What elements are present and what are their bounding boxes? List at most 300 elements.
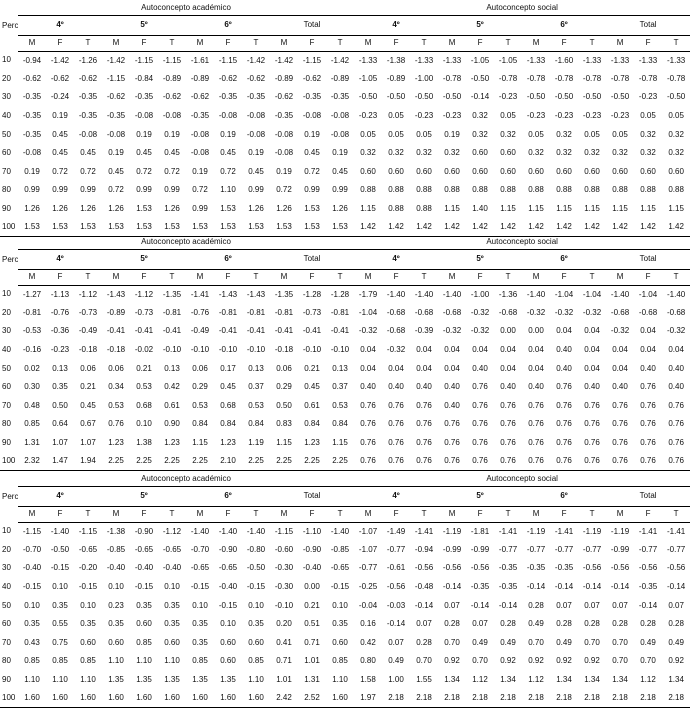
value-cell: 0.45: [80, 148, 96, 158]
value-cell: -0.89: [162, 73, 182, 83]
grade-header: Total: [270, 15, 354, 35]
value-cell: 0.60: [500, 166, 516, 176]
perc-cell: 10: [2, 526, 11, 536]
value-cell: -0.90: [134, 526, 154, 536]
value-cell: 0.10: [332, 600, 348, 610]
value-cell: 0.35: [248, 619, 264, 629]
value-cell: 1.15: [612, 204, 628, 214]
value-cell: 0.76: [472, 438, 488, 448]
value-cell: 1.55: [416, 675, 432, 685]
perc-cell: 60: [2, 382, 11, 392]
value-cell: 0.83: [276, 419, 292, 429]
value-cell: 0.92: [668, 656, 684, 666]
value-cell: -1.28: [330, 289, 350, 299]
value-cell: -0.35: [246, 92, 266, 102]
value-cell: -0.35: [274, 111, 294, 121]
value-cell: 0.71: [276, 656, 292, 666]
value-cell: 0.40: [668, 382, 684, 392]
value-cell: -1.40: [526, 289, 546, 299]
value-cell: 0.13: [164, 363, 180, 373]
value-cell: 1.01: [304, 656, 320, 666]
value-cell: -0.08: [330, 111, 350, 121]
value-cell: 0.04: [416, 363, 432, 373]
value-cell: 0.88: [388, 185, 404, 195]
value-cell: -0.40: [22, 563, 42, 573]
value-cell: 0.04: [668, 345, 684, 355]
value-cell: 2.10: [214, 452, 242, 471]
value-cell: -1.04: [358, 307, 378, 317]
percentile-table: [0, 1, 690, 237]
value-cell: 0.67: [80, 419, 96, 429]
value-cell: 0.06: [80, 363, 96, 373]
value-cell: 0.45: [304, 382, 320, 392]
value-cell: -1.33: [610, 55, 630, 65]
value-cell: 1.60: [46, 689, 74, 708]
value-cell: -0.40: [302, 563, 322, 573]
value-cell: 0.60: [332, 637, 348, 647]
value-cell: 0.05: [640, 111, 656, 121]
value-cell: 1.58: [360, 675, 376, 685]
value-cell: -0.78: [442, 73, 462, 83]
value-cell: 0.40: [556, 345, 572, 355]
value-cell: 1.26: [24, 204, 40, 214]
value-cell: 0.99: [24, 185, 40, 195]
sex-header: M: [606, 269, 634, 285]
grade-header: 6º: [186, 15, 270, 35]
value-cell: -0.78: [667, 73, 686, 83]
value-cell: 0.60: [584, 166, 600, 176]
value-cell: -0.32: [667, 326, 686, 336]
percentile-table: [0, 472, 690, 708]
value-cell: -0.50: [667, 92, 686, 102]
value-cell: 1.42: [550, 218, 578, 237]
value-cell: 0.92: [556, 656, 572, 666]
grade-header: 4º: [354, 15, 438, 35]
value-cell: -0.35: [22, 111, 42, 121]
value-cell: -1.13: [50, 289, 70, 299]
value-cell: 0.70: [416, 656, 432, 666]
value-cell: 0.35: [108, 619, 124, 629]
value-cell: 0.60: [388, 166, 404, 176]
value-cell: -0.62: [190, 92, 210, 102]
value-cell: -0.68: [386, 307, 406, 317]
value-cell: 0.60: [360, 166, 376, 176]
value-cell: 0.40: [360, 382, 376, 392]
table-row: [0, 200, 690, 219]
value-cell: -0.77: [554, 544, 574, 554]
value-cell: 0.32: [612, 148, 628, 158]
value-cell: 0.60: [444, 166, 460, 176]
sex-header: T: [578, 506, 606, 522]
value-cell: 0.23: [108, 600, 124, 610]
value-cell: 0.76: [416, 400, 432, 410]
value-cell: -1.40: [442, 289, 462, 299]
value-cell: 0.99: [136, 185, 152, 195]
value-cell: 0.40: [528, 382, 544, 392]
value-cell: 1.60: [18, 689, 46, 708]
sex-header: M: [354, 506, 382, 522]
value-cell: 2.25: [326, 452, 354, 471]
value-cell: -1.81: [470, 526, 490, 536]
value-cell: -0.78: [554, 73, 574, 83]
value-cell: -0.89: [386, 73, 406, 83]
value-cell: -0.40: [106, 563, 126, 573]
value-cell: -0.08: [162, 111, 182, 121]
value-cell: 0.13: [52, 363, 68, 373]
value-cell: 0.76: [472, 400, 488, 410]
value-cell: -0.32: [554, 307, 574, 317]
sex-header: F: [214, 269, 242, 285]
value-cell: -1.27: [22, 289, 42, 299]
value-cell: 0.32: [640, 148, 656, 158]
value-cell: 0.07: [472, 619, 488, 629]
value-cell: 0.72: [276, 185, 292, 195]
value-cell: 0.42: [360, 637, 376, 647]
value-cell: 0.05: [528, 129, 544, 139]
sex-header: M: [102, 35, 130, 51]
value-cell: 2.18: [382, 689, 410, 708]
value-cell: -0.14: [582, 582, 602, 592]
table-row: [0, 596, 690, 615]
sex-header: M: [606, 506, 634, 522]
value-cell: 1.10: [248, 675, 264, 685]
value-cell: -0.24: [50, 92, 70, 102]
value-cell: -0.62: [162, 92, 182, 102]
sex-header: M: [270, 506, 298, 522]
value-cell: 1.10: [136, 656, 152, 666]
value-cell: 0.88: [668, 185, 684, 195]
value-cell: -0.23: [414, 111, 434, 121]
value-cell: -0.32: [526, 307, 546, 317]
value-cell: 0.76: [556, 382, 572, 392]
value-cell: -0.35: [554, 563, 574, 573]
value-cell: 0.04: [640, 345, 656, 355]
value-cell: -1.19: [582, 526, 602, 536]
value-cell: 1.42: [522, 218, 550, 237]
value-cell: 1.34: [668, 675, 684, 685]
value-cell: 0.32: [416, 148, 432, 158]
value-cell: 0.05: [388, 111, 404, 121]
value-cell: -0.08: [246, 111, 266, 121]
value-cell: -1.42: [330, 55, 350, 65]
sex-header: F: [634, 269, 662, 285]
value-cell: 0.19: [276, 166, 292, 176]
sex-header: T: [494, 506, 522, 522]
value-cell: 1.94: [74, 452, 102, 471]
value-cell: 0.88: [556, 185, 572, 195]
value-cell: -0.15: [246, 582, 266, 592]
value-cell: -1.43: [106, 289, 126, 299]
perc-cell: 90: [2, 204, 11, 214]
value-cell: 2.18: [606, 689, 634, 708]
value-cell: -0.48: [414, 582, 434, 592]
value-cell: 0.76: [500, 400, 516, 410]
value-cell: -0.08: [274, 129, 294, 139]
value-cell: 1.15: [192, 438, 208, 448]
value-cell: -1.41: [414, 526, 434, 536]
value-cell: -0.04: [358, 600, 378, 610]
value-cell: 0.00: [528, 326, 544, 336]
value-cell: 0.28: [612, 619, 628, 629]
value-cell: -0.10: [162, 345, 182, 355]
value-cell: -1.19: [442, 526, 462, 536]
sex-header: M: [102, 506, 130, 522]
value-cell: 0.99: [304, 185, 320, 195]
value-cell: -1.10: [302, 526, 322, 536]
value-cell: 0.60: [612, 166, 628, 176]
perc-cell: 100: [0, 452, 18, 471]
value-cell: -1.40: [386, 289, 406, 299]
value-cell: -1.15: [218, 55, 238, 65]
value-cell: -1.41: [498, 526, 518, 536]
value-cell: 2.25: [186, 452, 214, 471]
value-cell: 0.76: [528, 438, 544, 448]
value-cell: -0.35: [498, 582, 518, 592]
value-cell: 0.88: [416, 185, 432, 195]
value-cell: -0.50: [470, 73, 490, 83]
value-cell: 0.76: [494, 452, 522, 471]
value-cell: 1.31: [24, 438, 40, 448]
value-cell: 0.02: [24, 363, 40, 373]
value-cell: -0.90: [218, 544, 238, 554]
value-cell: 2.18: [410, 689, 438, 708]
value-cell: 0.06: [276, 363, 292, 373]
value-cell: -1.00: [414, 73, 434, 83]
value-cell: -1.42: [106, 55, 126, 65]
sex-header: F: [382, 506, 410, 522]
value-cell: -0.02: [134, 345, 154, 355]
value-cell: 0.72: [220, 166, 236, 176]
value-cell: 0.76: [668, 419, 684, 429]
value-cell: -1.05: [470, 55, 490, 65]
value-cell: 0.76: [444, 438, 460, 448]
value-cell: 2.18: [466, 689, 494, 708]
value-cell: -0.50: [582, 92, 602, 102]
value-cell: 1.60: [158, 689, 186, 708]
value-cell: 0.84: [304, 419, 320, 429]
value-cell: 1.60: [102, 689, 130, 708]
grade-header: 6º: [186, 486, 270, 506]
value-cell: 0.76: [550, 452, 578, 471]
value-cell: -0.61: [386, 563, 406, 573]
value-cell: 0.76: [612, 400, 628, 410]
sex-header: F: [298, 35, 326, 51]
perc-cell: 80: [2, 419, 11, 429]
value-cell: 0.00: [500, 326, 516, 336]
value-cell: 0.05: [500, 111, 516, 121]
value-cell: -1.15: [78, 526, 98, 536]
value-cell: 0.04: [528, 363, 544, 373]
value-cell: -1.40: [414, 289, 434, 299]
value-cell: 0.76: [578, 452, 606, 471]
value-cell: -0.62: [22, 73, 42, 83]
perc-cell: 10: [2, 289, 11, 299]
table-row: [0, 107, 690, 126]
value-cell: 0.05: [388, 129, 404, 139]
value-cell: -1.41: [667, 526, 686, 536]
value-cell: -0.10: [330, 345, 350, 355]
value-cell: -0.56: [414, 563, 434, 573]
value-cell: -0.14: [610, 582, 630, 592]
value-cell: 1.15: [668, 204, 684, 214]
value-cell: 0.50: [276, 400, 292, 410]
table-row: [0, 125, 690, 144]
value-cell: -0.77: [498, 544, 518, 554]
value-cell: -0.40: [218, 582, 238, 592]
value-cell: 0.49: [388, 656, 404, 666]
value-cell: 1.42: [466, 218, 494, 237]
value-cell: 0.85: [52, 656, 68, 666]
value-cell: 0.32: [472, 111, 488, 121]
value-cell: 1.34: [444, 675, 460, 685]
value-cell: -1.00: [470, 289, 490, 299]
value-cell: -0.78: [610, 73, 630, 83]
table-row: [0, 541, 690, 560]
value-cell: 0.13: [332, 363, 348, 373]
value-cell: -0.81: [330, 307, 350, 317]
value-cell: 0.76: [438, 452, 466, 471]
value-cell: 0.45: [304, 148, 320, 158]
value-cell: 1.35: [192, 675, 208, 685]
value-cell: 0.76: [466, 452, 494, 471]
value-cell: 1.31: [304, 675, 320, 685]
value-cell: -0.18: [78, 345, 98, 355]
perc-cell: 80: [2, 185, 11, 195]
value-cell: 0.05: [360, 129, 376, 139]
value-cell: 0.04: [360, 345, 376, 355]
grade-header: 4º: [18, 15, 102, 35]
grade-header: 6º: [522, 15, 606, 35]
value-cell: 1.26: [248, 204, 264, 214]
sex-header: T: [662, 35, 690, 51]
sex-header: F: [46, 35, 74, 51]
perc-cell: 70: [2, 400, 11, 410]
perc-cell: 50: [2, 129, 11, 139]
value-cell: 1.10: [24, 675, 40, 685]
value-cell: 0.35: [192, 619, 208, 629]
value-cell: 0.60: [500, 148, 516, 158]
value-cell: 0.72: [192, 185, 208, 195]
value-cell: -0.16: [22, 345, 42, 355]
value-cell: 0.32: [360, 148, 376, 158]
value-cell: 1.15: [556, 204, 572, 214]
value-cell: 1.34: [584, 675, 600, 685]
value-cell: 0.72: [164, 166, 180, 176]
value-cell: -0.50: [442, 92, 462, 102]
value-cell: 0.10: [220, 619, 236, 629]
value-cell: 0.42: [164, 382, 180, 392]
value-cell: -0.68: [414, 307, 434, 317]
value-cell: -0.68: [442, 307, 462, 317]
value-cell: 0.99: [164, 185, 180, 195]
value-cell: -1.12: [134, 289, 154, 299]
value-cell: 0.76: [556, 419, 572, 429]
value-cell: -0.62: [218, 73, 238, 83]
value-cell: 0.40: [416, 382, 432, 392]
value-cell: -1.41: [190, 289, 210, 299]
value-cell: 1.10: [108, 656, 124, 666]
value-cell: -0.32: [386, 345, 406, 355]
value-cell: 0.85: [136, 637, 152, 647]
value-cell: 1.00: [388, 675, 404, 685]
value-cell: -1.15: [302, 55, 322, 65]
value-cell: 0.04: [360, 363, 376, 373]
value-cell: -0.14: [498, 600, 518, 610]
sex-header: T: [326, 269, 354, 285]
value-cell: 0.72: [108, 185, 124, 195]
sex-header: T: [242, 506, 270, 522]
value-cell: -0.32: [582, 307, 602, 317]
value-cell: -0.49: [190, 326, 210, 336]
value-cell: 0.10: [108, 582, 124, 592]
sex-header: M: [522, 269, 550, 285]
group-header-social: Autoconcepto social: [354, 1, 690, 15]
value-cell: -1.12: [78, 289, 98, 299]
value-cell: -0.41: [162, 326, 182, 336]
value-cell: 2.32: [18, 452, 46, 471]
perc-column-header: Perc: [2, 255, 18, 264]
value-cell: -0.77: [526, 544, 546, 554]
value-cell: 0.19: [164, 129, 180, 139]
value-cell: 0.07: [584, 600, 600, 610]
value-cell: 1.53: [304, 204, 320, 214]
value-cell: 0.32: [388, 148, 404, 158]
value-cell: -0.56: [386, 582, 406, 592]
value-cell: -0.65: [162, 544, 182, 554]
value-cell: 0.76: [416, 438, 432, 448]
group-header-social: Autoconcepto social: [354, 472, 690, 486]
value-cell: 0.99: [332, 185, 348, 195]
value-cell: 1.23: [164, 438, 180, 448]
perc-cell: 40: [2, 111, 11, 121]
value-cell: 0.76: [556, 400, 572, 410]
value-cell: 0.40: [472, 363, 488, 373]
value-cell: 0.40: [640, 363, 656, 373]
perc-cell: 40: [2, 582, 11, 592]
value-cell: -1.35: [162, 289, 182, 299]
value-cell: 0.45: [332, 166, 348, 176]
value-cell: -0.23: [554, 111, 574, 121]
value-cell: 0.76: [444, 419, 460, 429]
value-cell: 1.26: [164, 204, 180, 214]
value-cell: -0.50: [358, 92, 378, 102]
value-cell: -0.03: [386, 600, 406, 610]
value-cell: 0.76: [360, 419, 376, 429]
value-cell: 0.16: [360, 619, 376, 629]
value-cell: 0.04: [500, 345, 516, 355]
value-cell: 0.72: [136, 166, 152, 176]
value-cell: 0.35: [52, 600, 68, 610]
perc-cell: 70: [2, 637, 11, 647]
value-cell: -0.41: [134, 326, 154, 336]
value-cell: -0.60: [274, 544, 294, 554]
value-cell: 0.41: [276, 637, 292, 647]
value-cell: -0.08: [302, 111, 322, 121]
value-cell: 0.19: [248, 148, 264, 158]
value-cell: -0.50: [414, 92, 434, 102]
value-cell: -0.73: [78, 307, 98, 317]
value-cell: 0.28: [640, 619, 656, 629]
sex-header: F: [46, 506, 74, 522]
value-cell: -0.30: [274, 563, 294, 573]
value-cell: -1.61: [190, 55, 210, 65]
value-cell: 0.40: [668, 363, 684, 373]
value-cell: -0.08: [274, 148, 294, 158]
value-cell: 0.70: [444, 637, 460, 647]
value-cell: -1.04: [582, 289, 602, 299]
value-cell: -0.65: [78, 544, 98, 554]
grade-header: 4º: [354, 249, 438, 269]
